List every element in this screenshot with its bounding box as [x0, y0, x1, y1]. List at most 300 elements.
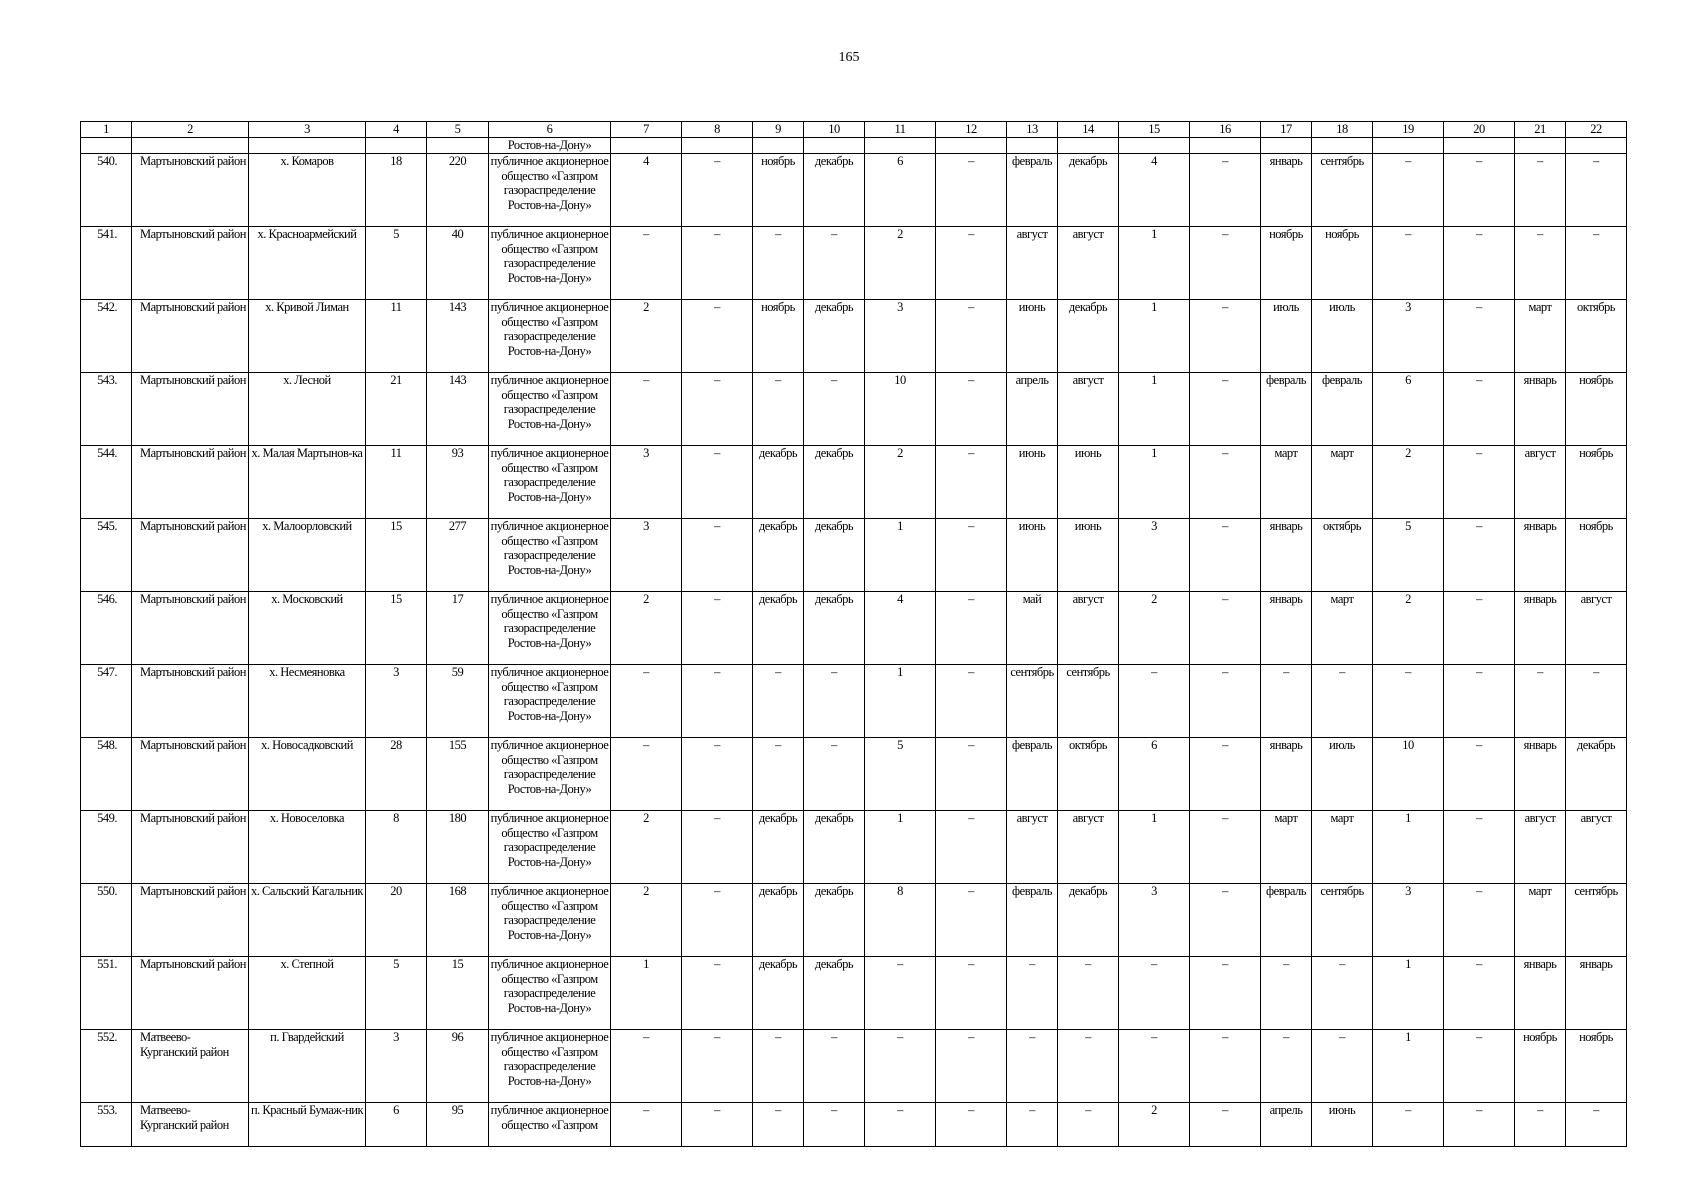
table-cell-col-6: публичное акционерное общество «Газпром газораспределение Ростов-на-Дону»	[489, 300, 611, 373]
table-cell-col-14: август	[1058, 592, 1119, 665]
table-cell-col-8	[682, 138, 753, 154]
table-cell-col-19: 6	[1373, 373, 1444, 446]
table-cell-col-3: х. Степной	[249, 957, 366, 1030]
table-cell-col-19: 5	[1373, 519, 1444, 592]
table-cell-col-16: –	[1190, 665, 1261, 738]
table-cell-col-2: 2	[132, 122, 249, 138]
table-cell-col-21: январь	[1515, 738, 1566, 811]
table-cell-col-21: март	[1515, 884, 1566, 957]
table-cell-col-14: июнь	[1058, 519, 1119, 592]
table-cell-col-22: сентябрь	[1566, 884, 1627, 957]
table-cell-col-7: –	[611, 1030, 682, 1103]
table-cell-col-13: апрель	[1007, 373, 1058, 446]
table-cell-col-14: август	[1058, 227, 1119, 300]
table-cell-col-11: 2	[865, 446, 936, 519]
table-cell-col-12: –	[936, 373, 1007, 446]
table-cell-col-20: –	[1444, 300, 1515, 373]
table-cell-col-15: 3	[1119, 884, 1190, 957]
table-cell-col-5: 168	[427, 884, 489, 957]
table-cell-col-16: –	[1190, 1030, 1261, 1103]
table-cell-col-18: февраль	[1312, 373, 1373, 446]
table-cell-col-8: –	[682, 1103, 753, 1147]
table-cell-col-5: 40	[427, 227, 489, 300]
table-cell-col-4: 6	[366, 1103, 427, 1147]
table-cell-col-11: 4	[865, 592, 936, 665]
table-cell-col-19: 19	[1373, 122, 1444, 138]
table-cell-col-19	[1373, 138, 1444, 154]
table-cell-col-14: октябрь	[1058, 738, 1119, 811]
table-cell-col-6: публичное акционерное общество «Газпром газораспределение Ростов-на-Дону»	[489, 957, 611, 1030]
table-cell-col-19: 3	[1373, 300, 1444, 373]
table-cell-col-12: –	[936, 884, 1007, 957]
table-cell-col-3: х. Новосадковский	[249, 738, 366, 811]
table-cell-col-14: июнь	[1058, 446, 1119, 519]
table-cell-col-17	[1261, 138, 1312, 154]
table-cell-col-20: –	[1444, 665, 1515, 738]
table-cell-col-8: –	[682, 446, 753, 519]
table-cell-col-1	[81, 138, 132, 154]
table-cell-col-18: март	[1312, 446, 1373, 519]
table-cell-col-6: публичное акционерное общество «Газпром	[489, 1103, 611, 1147]
table-cell-col-8: –	[682, 227, 753, 300]
table-cell-col-1: 545.	[81, 519, 132, 592]
table-cell-col-22: ноябрь	[1566, 373, 1627, 446]
table-cell-col-8: –	[682, 592, 753, 665]
table-cell-col-19: 10	[1373, 738, 1444, 811]
table-cell-col-11: 8	[865, 884, 936, 957]
table-row	[81, 154, 1627, 227]
table-cell-col-17: –	[1261, 665, 1312, 738]
table-cell-col-19: –	[1373, 665, 1444, 738]
table-cell-col-17: январь	[1261, 154, 1312, 227]
table-cell-col-19: –	[1373, 1103, 1444, 1147]
table-cell-col-2: Матвеево-Курганский район	[132, 1030, 249, 1103]
table-cell-col-5: 59	[427, 665, 489, 738]
table-cell-col-11: –	[865, 1030, 936, 1103]
table-cell-col-4: 8	[366, 811, 427, 884]
table-cell-col-16: –	[1190, 884, 1261, 957]
table-cell-col-11: 1	[865, 665, 936, 738]
table-cell-col-15: –	[1119, 665, 1190, 738]
table-cell-col-11: 6	[865, 154, 936, 227]
table-cell-col-18: сентябрь	[1312, 154, 1373, 227]
table-cell-col-22: –	[1566, 227, 1627, 300]
table-cell-col-3: х. Кривой Лиман	[249, 300, 366, 373]
table-cell-col-12: –	[936, 300, 1007, 373]
table-cell-col-17: март	[1261, 811, 1312, 884]
table-cell-col-8: –	[682, 519, 753, 592]
table-cell-col-3: х. Красноармейский	[249, 227, 366, 300]
table-cell-col-9: –	[753, 227, 804, 300]
table-cell-col-14: август	[1058, 811, 1119, 884]
table-cell-col-3: х. Малоорловский	[249, 519, 366, 592]
table-cell-col-15	[1119, 138, 1190, 154]
table-cell-col-2: Мартыновский район	[132, 154, 249, 227]
table-cell-col-13: февраль	[1007, 154, 1058, 227]
table-cell-col-22	[1566, 138, 1627, 154]
table-cell-col-21: –	[1515, 665, 1566, 738]
table-cell-col-21	[1515, 138, 1566, 154]
table-cell-col-16: –	[1190, 154, 1261, 227]
table-cell-col-20: –	[1444, 227, 1515, 300]
table-cell-col-6: публичное акционерное общество «Газпром газораспределение Ростов-на-Дону»	[489, 811, 611, 884]
table-cell-col-10: декабрь	[804, 884, 865, 957]
table-cell-col-17: апрель	[1261, 1103, 1312, 1147]
table-cell-col-16: –	[1190, 446, 1261, 519]
table-cell-col-20: –	[1444, 592, 1515, 665]
table-cell-col-16: –	[1190, 519, 1261, 592]
table-cell-col-4: 18	[366, 154, 427, 227]
table-row	[81, 665, 1627, 738]
table-cell-col-10: декабрь	[804, 300, 865, 373]
table-cell-col-16: –	[1190, 373, 1261, 446]
table-cell-col-16: –	[1190, 227, 1261, 300]
table-cell-col-18: июнь	[1312, 1103, 1373, 1147]
table-cell-col-15: 1	[1119, 446, 1190, 519]
table-cell-col-10: –	[804, 1103, 865, 1147]
table-row	[81, 227, 1627, 300]
table-cell-col-15: 2	[1119, 1103, 1190, 1147]
table-cell-col-14: –	[1058, 1103, 1119, 1147]
table-header-row	[81, 122, 1627, 138]
table-cell-col-7: 2	[611, 884, 682, 957]
table-cell-col-14: 14	[1058, 122, 1119, 138]
table-cell-col-13: август	[1007, 811, 1058, 884]
table-cell-col-22: –	[1566, 154, 1627, 227]
table-cell-col-15: 6	[1119, 738, 1190, 811]
table-cell-col-2: Мартыновский район	[132, 665, 249, 738]
table-cell-col-20: –	[1444, 519, 1515, 592]
table-cell-col-2: Мартыновский район	[132, 811, 249, 884]
table-cell-col-3: п. Красный Бумаж-ник	[249, 1103, 366, 1147]
table-cell-col-7: 2	[611, 300, 682, 373]
table-cell-col-22: ноябрь	[1566, 1030, 1627, 1103]
table-cell-col-7: 2	[611, 592, 682, 665]
table-cell-col-18: март	[1312, 592, 1373, 665]
table-cell-col-13: –	[1007, 1103, 1058, 1147]
table-cell-col-19: 3	[1373, 884, 1444, 957]
table-cell-col-14: август	[1058, 373, 1119, 446]
table-cell-col-10: –	[804, 738, 865, 811]
table-cell-col-18: 18	[1312, 122, 1373, 138]
table-cell-col-2: Мартыновский район	[132, 738, 249, 811]
table-cell-col-17: июль	[1261, 300, 1312, 373]
table-cell-col-21: январь	[1515, 592, 1566, 665]
table-cell-col-6: публичное акционерное общество «Газпром газораспределение Ростов-на-Дону»	[489, 446, 611, 519]
table-cell-col-1: 551.	[81, 957, 132, 1030]
table-cell-col-13: сентябрь	[1007, 665, 1058, 738]
table-cell-col-10: декабрь	[804, 811, 865, 884]
table-cell-col-1: 547.	[81, 665, 132, 738]
table-cell-col-20	[1444, 138, 1515, 154]
table-cell-col-14: сентябрь	[1058, 665, 1119, 738]
table-cell-col-1: 1	[81, 122, 132, 138]
table-cell-col-4	[366, 138, 427, 154]
table-cell-col-10: декабрь	[804, 519, 865, 592]
table-cell-col-3: х. Московский	[249, 592, 366, 665]
table-cell-col-8: –	[682, 884, 753, 957]
table-row	[81, 1030, 1627, 1103]
table-cell-col-2: Мартыновский район	[132, 884, 249, 957]
table-cell-col-2: Мартыновский район	[132, 592, 249, 665]
table-cell-col-18	[1312, 138, 1373, 154]
table-cell-col-15: –	[1119, 957, 1190, 1030]
table-cell-col-6: публичное акционерное общество «Газпром газораспределение Ростов-на-Дону»	[489, 592, 611, 665]
table-cell-col-19: 1	[1373, 811, 1444, 884]
table-cell-col-10: –	[804, 1030, 865, 1103]
table-cell-col-1: 552.	[81, 1030, 132, 1103]
table-cell-col-17: ноябрь	[1261, 227, 1312, 300]
table-cell-col-7: 3	[611, 519, 682, 592]
table-cell-col-16: –	[1190, 300, 1261, 373]
table-cell-col-1: 540.	[81, 154, 132, 227]
table-cell-col-21: ноябрь	[1515, 1030, 1566, 1103]
table-cell-col-1: 543.	[81, 373, 132, 446]
table-cell-col-7: 2	[611, 811, 682, 884]
table-cell-col-3: п. Гвардейский	[249, 1030, 366, 1103]
table-cell-col-4: 5	[366, 227, 427, 300]
table-cell-col-3: х. Лесной	[249, 373, 366, 446]
table-cell-col-15: 2	[1119, 592, 1190, 665]
table-cell-col-10: –	[804, 227, 865, 300]
table-cell-col-5: 17	[427, 592, 489, 665]
table-cell-col-9: ноябрь	[753, 300, 804, 373]
table-cell-col-8: –	[682, 154, 753, 227]
table-cell-col-18: март	[1312, 811, 1373, 884]
table-cell-col-3: х. Сальский Кагальник	[249, 884, 366, 957]
table-cell-col-18: июль	[1312, 300, 1373, 373]
table-cell-col-15: 15	[1119, 122, 1190, 138]
table-cell-col-3: х. Комаров	[249, 154, 366, 227]
table-row	[81, 957, 1627, 1030]
table-cell-col-18: октябрь	[1312, 519, 1373, 592]
table-cell-col-19: 1	[1373, 1030, 1444, 1103]
table-cell-col-18: –	[1312, 957, 1373, 1030]
table-cell-col-13: февраль	[1007, 884, 1058, 957]
table-cell-col-21: январь	[1515, 519, 1566, 592]
table-cell-col-17: январь	[1261, 592, 1312, 665]
table-cell-col-11: 1	[865, 519, 936, 592]
table-cell-col-9: декабрь	[753, 884, 804, 957]
table-cell-col-9: –	[753, 738, 804, 811]
table-cell-col-22: –	[1566, 1103, 1627, 1147]
table-cell-col-22: август	[1566, 592, 1627, 665]
table-cell-col-3: х. Новоселовка	[249, 811, 366, 884]
table-cell-col-19: 1	[1373, 957, 1444, 1030]
table-cell-col-2: Мартыновский район	[132, 227, 249, 300]
table-cell-col-12: –	[936, 446, 1007, 519]
table-cell-col-20: –	[1444, 1103, 1515, 1147]
table-cell-col-3	[249, 138, 366, 154]
table-cell-col-7: –	[611, 738, 682, 811]
table-cell-col-14: декабрь	[1058, 154, 1119, 227]
table-cell-col-6: публичное акционерное общество «Газпром газораспределение Ростов-на-Дону»	[489, 1030, 611, 1103]
table-cell-col-10: декабрь	[804, 154, 865, 227]
table-cell-col-22: –	[1566, 665, 1627, 738]
table-cell-col-11: 11	[865, 122, 936, 138]
table-cell-col-16: –	[1190, 592, 1261, 665]
table-cell-col-16: –	[1190, 738, 1261, 811]
table-cell-col-22: ноябрь	[1566, 519, 1627, 592]
table-cell-col-18: ноябрь	[1312, 227, 1373, 300]
table-cell-col-7: 3	[611, 446, 682, 519]
table-cell-col-17: февраль	[1261, 373, 1312, 446]
table-cell-col-9: декабрь	[753, 811, 804, 884]
table-cell-col-7: –	[611, 227, 682, 300]
table-row	[81, 373, 1627, 446]
table-cell-col-14	[1058, 138, 1119, 154]
table-cell-col-6: публичное акционерное общество «Газпром газораспределение Ростов-на-Дону»	[489, 665, 611, 738]
table-cell-col-1: 546.	[81, 592, 132, 665]
table-cell-col-8: –	[682, 373, 753, 446]
table-cell-col-5: 93	[427, 446, 489, 519]
table-cell-col-5: 143	[427, 373, 489, 446]
table-cell-col-17: 17	[1261, 122, 1312, 138]
table-cell-col-12: –	[936, 592, 1007, 665]
table-cell-col-4: 3	[366, 665, 427, 738]
table-cell-col-12: –	[936, 738, 1007, 811]
table-cell-col-4: 20	[366, 884, 427, 957]
table-cell-col-5: 15	[427, 957, 489, 1030]
table-cell-col-5: 96	[427, 1030, 489, 1103]
table-cell-col-12: –	[936, 1103, 1007, 1147]
table-cell-col-12: –	[936, 957, 1007, 1030]
table-cell-col-9: декабрь	[753, 592, 804, 665]
table-cell-col-4: 15	[366, 592, 427, 665]
table-cell-col-4: 4	[366, 122, 427, 138]
table-cell-col-9: декабрь	[753, 519, 804, 592]
table-cell-col-5: 155	[427, 738, 489, 811]
table-cell-col-22: октябрь	[1566, 300, 1627, 373]
table-cell-col-12: –	[936, 154, 1007, 227]
table-cell-col-11: –	[865, 957, 936, 1030]
table-cell-col-21: август	[1515, 811, 1566, 884]
table-cell-col-9: ноябрь	[753, 154, 804, 227]
table-cell-col-11	[865, 138, 936, 154]
table-cell-col-20: –	[1444, 154, 1515, 227]
table-cell-col-4: 11	[366, 446, 427, 519]
table-cell-col-1: 550.	[81, 884, 132, 957]
table-cell-col-14: декабрь	[1058, 300, 1119, 373]
table-cell-col-6: Ростов-на-Дону»	[489, 138, 611, 154]
table-cell-col-17: –	[1261, 1030, 1312, 1103]
table-cell-col-4: 5	[366, 957, 427, 1030]
table-cell-col-20: –	[1444, 884, 1515, 957]
table-cell-col-10: декабрь	[804, 592, 865, 665]
table-cell-col-16: –	[1190, 957, 1261, 1030]
table-cell-col-2: Мартыновский район	[132, 957, 249, 1030]
table-cell-col-20: –	[1444, 1030, 1515, 1103]
table-cell-col-6: 6	[489, 122, 611, 138]
table-cell-col-5: 277	[427, 519, 489, 592]
table-cell-col-12: –	[936, 519, 1007, 592]
table-cell-col-17: март	[1261, 446, 1312, 519]
table-cell-col-13: май	[1007, 592, 1058, 665]
table-cell-col-9: –	[753, 665, 804, 738]
table-cell-col-6: публичное акционерное общество «Газпром газораспределение Ростов-на-Дону»	[489, 738, 611, 811]
table-cell-col-2: Мартыновский район	[132, 519, 249, 592]
table-cell-col-21: август	[1515, 446, 1566, 519]
table-cell-col-9: 9	[753, 122, 804, 138]
table-cell-col-20: –	[1444, 738, 1515, 811]
table-cell-col-4: 15	[366, 519, 427, 592]
table-cell-col-17: январь	[1261, 519, 1312, 592]
table-cell-col-19: –	[1373, 227, 1444, 300]
table-cell-col-13: –	[1007, 1030, 1058, 1103]
table-cell-col-11: 1	[865, 811, 936, 884]
table-row	[81, 300, 1627, 373]
table-cell-col-3: х. Несмеяновка	[249, 665, 366, 738]
table-cell-col-7	[611, 138, 682, 154]
table-cell-col-12	[936, 138, 1007, 154]
table-cell-col-2: Мартыновский район	[132, 300, 249, 373]
table-cell-col-20: –	[1444, 446, 1515, 519]
table-cell-col-5	[427, 138, 489, 154]
table-cell-col-20: –	[1444, 373, 1515, 446]
table-row	[81, 1103, 1627, 1147]
table-cell-col-7: 7	[611, 122, 682, 138]
table-cell-col-14: –	[1058, 1030, 1119, 1103]
table-cell-col-1: 548.	[81, 738, 132, 811]
table-cell-col-22: август	[1566, 811, 1627, 884]
table-cell-col-10: декабрь	[804, 957, 865, 1030]
table-cell-col-6: публичное акционерное общество «Газпром газораспределение Ростов-на-Дону»	[489, 884, 611, 957]
table-row	[81, 884, 1627, 957]
table-cell-col-21: –	[1515, 154, 1566, 227]
table-cell-col-7: 1	[611, 957, 682, 1030]
table-cell-col-8: –	[682, 811, 753, 884]
table-cell-col-19: 2	[1373, 592, 1444, 665]
table-cell-col-14: декабрь	[1058, 884, 1119, 957]
table-cell-col-21: март	[1515, 300, 1566, 373]
table-cell-col-20: –	[1444, 957, 1515, 1030]
table-cell-col-11: 10	[865, 373, 936, 446]
table-cell-col-21: январь	[1515, 957, 1566, 1030]
table-cell-col-8: –	[682, 738, 753, 811]
table-cell-col-15: 1	[1119, 811, 1190, 884]
table-cell-col-12: –	[936, 1030, 1007, 1103]
table-cell-col-19: –	[1373, 154, 1444, 227]
table-cell-col-17: январь	[1261, 738, 1312, 811]
table-cell-col-10: –	[804, 665, 865, 738]
table-cell-col-11: 3	[865, 300, 936, 373]
table-cell-col-9: –	[753, 373, 804, 446]
table-cell-col-1: 542.	[81, 300, 132, 373]
table-cell-col-9: –	[753, 1103, 804, 1147]
table-cell-col-17: февраль	[1261, 884, 1312, 957]
table-cell-col-6: публичное акционерное общество «Газпром газораспределение Ростов-на-Дону»	[489, 519, 611, 592]
table-cell-col-16: –	[1190, 1103, 1261, 1147]
table-cell-col-11: 5	[865, 738, 936, 811]
table-row	[81, 446, 1627, 519]
table-cell-col-15: 3	[1119, 519, 1190, 592]
table-cell-col-9: декабрь	[753, 446, 804, 519]
table-cell-col-8: –	[682, 665, 753, 738]
table-cell-col-22: ноябрь	[1566, 446, 1627, 519]
table-cell-col-2: Мартыновский район	[132, 446, 249, 519]
table-row	[81, 738, 1627, 811]
table-cell-col-5: 143	[427, 300, 489, 373]
table-cell-col-21: –	[1515, 1103, 1566, 1147]
table-cell-col-18: сентябрь	[1312, 884, 1373, 957]
table-cell-col-6: публичное акционерное общество «Газпром газораспределение Ростов-на-Дону»	[489, 373, 611, 446]
table-cell-col-15: 4	[1119, 154, 1190, 227]
table-cell-col-8: –	[682, 300, 753, 373]
table-cell-col-15: 1	[1119, 373, 1190, 446]
table-cell-col-12: –	[936, 665, 1007, 738]
table-cell-col-11: 2	[865, 227, 936, 300]
table-cell-col-22: январь	[1566, 957, 1627, 1030]
